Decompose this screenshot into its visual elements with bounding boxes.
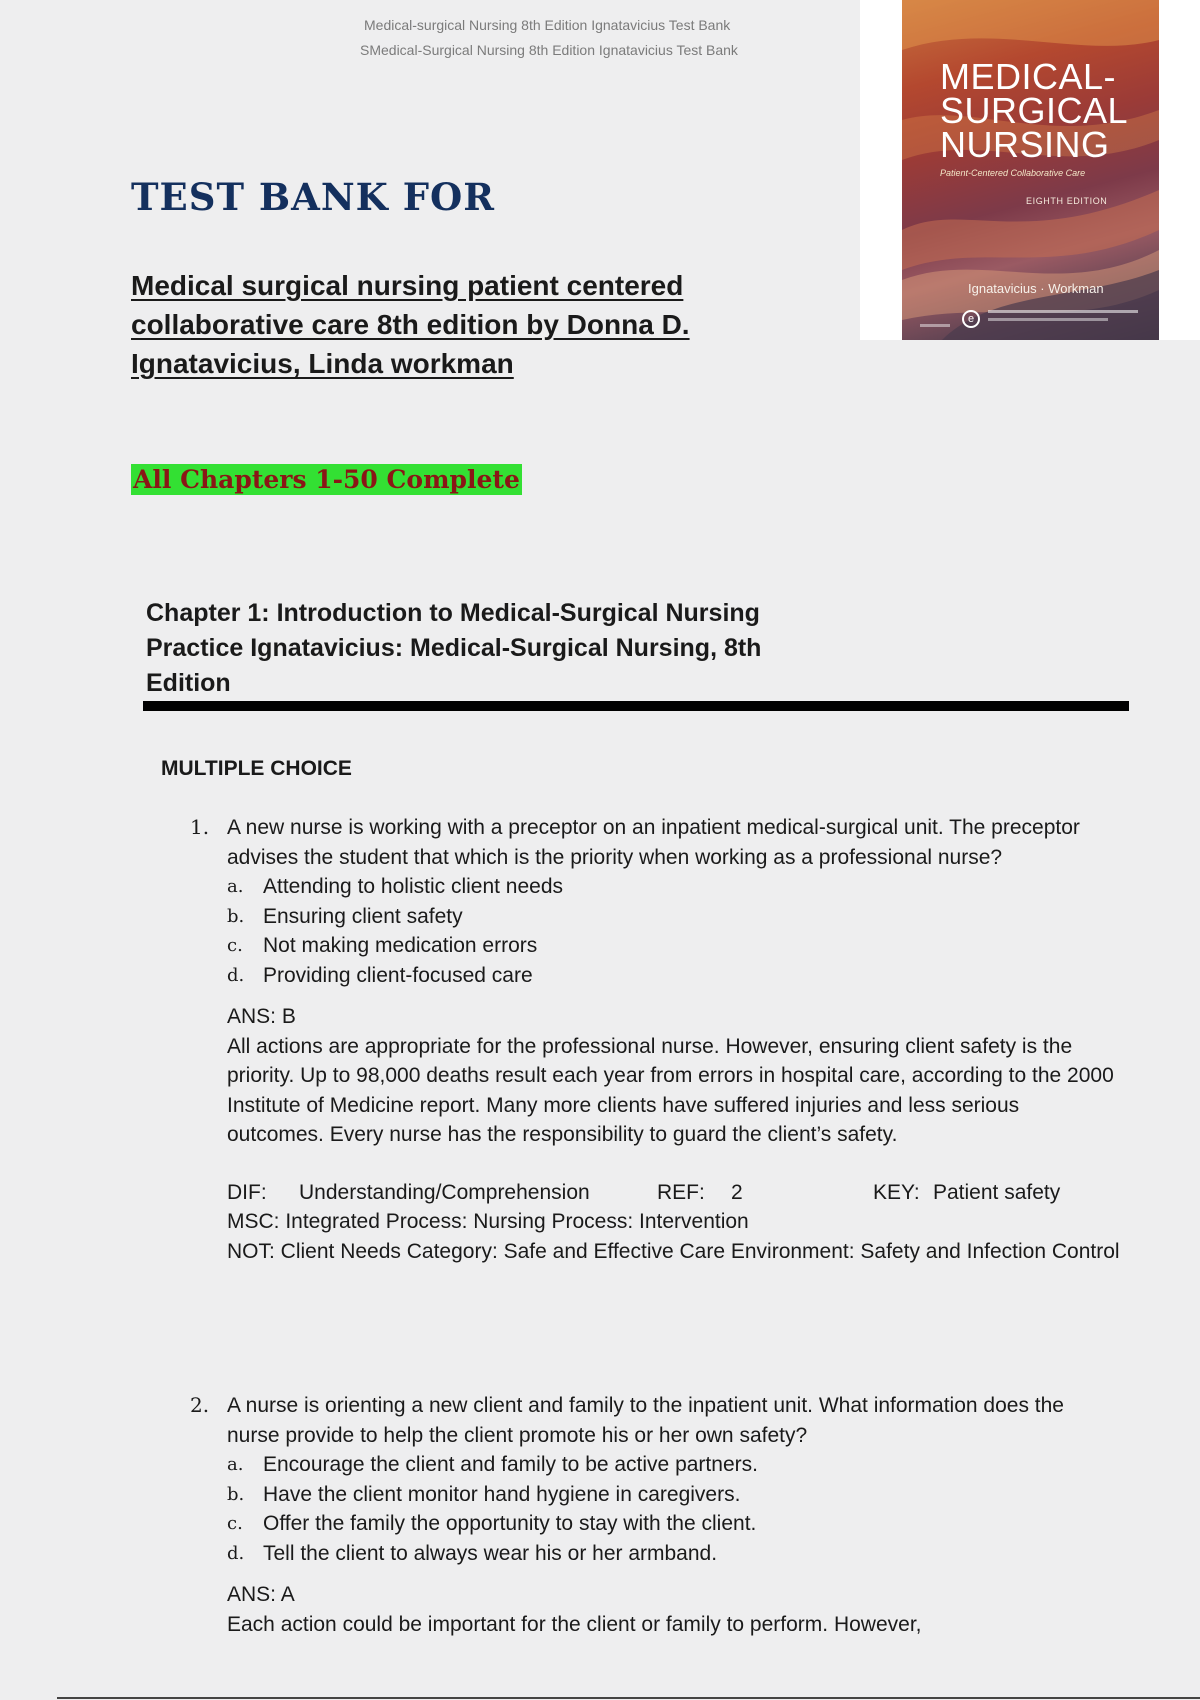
option-text: Attending to holistic client needs [263, 875, 564, 898]
test-bank-heading: TEST BANK FOR [131, 175, 495, 219]
not-line: NOT: Client Needs Category: Safe and Effective Care Environment: Safety and Infection Control [227, 1239, 1120, 1263]
option-d [227, 961, 1120, 991]
cover-authors: Ignatavicius · Workman [968, 281, 1104, 296]
option-text: Offer the family the opportunity to stay with the client. [263, 1512, 757, 1535]
question-1 [190, 813, 1120, 1266]
option-b [227, 1480, 1120, 1510]
option-letter: a. [227, 1454, 244, 1475]
cover-fine-print [988, 310, 1138, 313]
option-c [227, 1509, 1120, 1539]
book-cover-image [902, 0, 1159, 340]
option-c [227, 931, 1120, 961]
option-b [227, 902, 1120, 932]
ref-label: REF: [657, 1180, 705, 1204]
option-text: Encourage the client and family to be active partners. [263, 1453, 758, 1476]
dif-value: Understanding/Comprehension [299, 1180, 590, 1204]
option-a [227, 872, 1120, 902]
option-letter: c. [227, 1513, 243, 1534]
header-watermark-line-1: Medical-surgical Nursing 8th Edition Ignatavicius Test Bank [364, 17, 731, 33]
question-metadata [227, 1178, 1120, 1267]
cover-subtitle: Patient-Centered Collaborative Care [940, 168, 1086, 178]
option-d [227, 1539, 1120, 1569]
msc-line: MSC: Integrated Process: Nursing Process: Intervention [227, 1210, 749, 1233]
publisher-logo-icon: e [962, 310, 980, 328]
option-letter: a. [227, 876, 244, 897]
option-text: Not making medication errors [263, 934, 538, 957]
book-title: Medical surgical nursing patient centered collaborative care 8th edition by Donna D. Ignatavicius, Linda workman [131, 270, 690, 379]
option-letter: c. [227, 935, 243, 956]
option-letter: b. [227, 905, 245, 927]
option-text: Tell the client to always wear his or her armband. [263, 1541, 718, 1565]
key-label: KEY: [873, 1180, 920, 1204]
ref-value: 2 [731, 1180, 743, 1204]
chapter-divider [143, 701, 1129, 711]
rationale: Each action could be important for the client or family to perform. However, [227, 1612, 922, 1636]
dif-label: DIF: [227, 1180, 267, 1204]
key-value: Patient safety [933, 1180, 1061, 1204]
question-2 [190, 1391, 1120, 1639]
cover-publisher-mark [920, 324, 950, 327]
question-stem: A new nurse is working with a preceptor on an inpatient medical-surgical unit. The preceptor advises the student that which is the priority when working as a professional nurse? [227, 816, 1080, 869]
option-text: Ensuring client safety [263, 904, 463, 928]
cover-fine-print-2 [988, 318, 1108, 321]
option-letter: d. [227, 1542, 245, 1564]
chapters-badge: All Chapters 1-50 Complete [133, 465, 520, 494]
option-text: Have the client monitor hand hygiene in caregivers. [263, 1482, 741, 1506]
answer: ANS: B [227, 1005, 296, 1028]
header-watermark-line-2: SMedical-Surgical Nursing 8th Edition Ignatavicius Test Bank [360, 42, 738, 58]
metadata-row-dif-ref-key [227, 1178, 1120, 1208]
option-text: Providing client-focused care [263, 963, 533, 987]
cover-title: MEDICAL- SURGICAL NURSING [940, 56, 1129, 165]
question-number: 1. [190, 815, 210, 839]
option-letter: b. [227, 1483, 245, 1505]
question-number: 2. [190, 1393, 210, 1417]
answer: ANS: A [227, 1583, 295, 1606]
section-heading: MULTIPLE CHOICE [161, 757, 352, 780]
rationale: All actions are appropriate for the professional nurse. However, ensuring client safety is the priority. Up to 98,000 deaths result each year from errors in hospital care, according to the 2000 Institute of Medicine report. Many more clients have suffered injuries and less serious outcomes. Every nurse has the responsibility to guard the client’s safety. [227, 1034, 1114, 1146]
page-bottom-rule [57, 1697, 1200, 1699]
cover-edition: EIGHTH EDITION [1026, 196, 1108, 206]
question-stem: A nurse is orienting a new client and family to the inpatient unit. What information does the nurse provide to help the client promote his or her own safety? [227, 1394, 1064, 1447]
option-a [227, 1450, 1120, 1480]
chapter-heading: Chapter 1: Introduction to Medical-Surgical Nursing Practice Ignatavicius: Medical-Surgical Nursing, 8th Edition [146, 599, 762, 697]
option-letter: d. [227, 964, 245, 986]
